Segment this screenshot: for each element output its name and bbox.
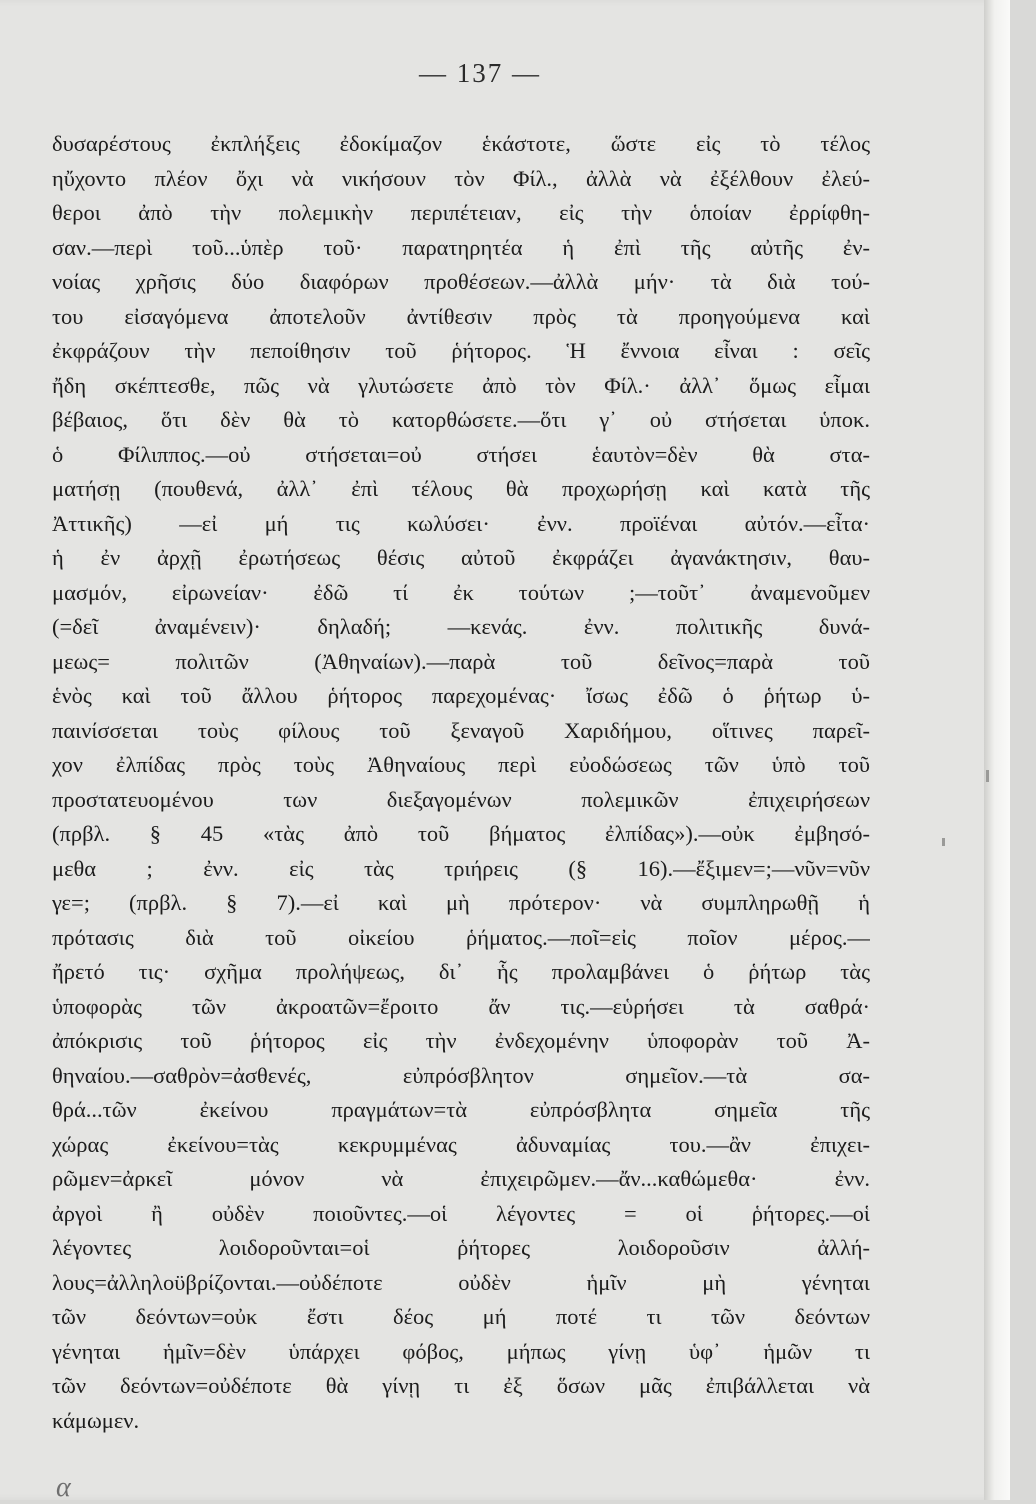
text-line: γε=; (πρβλ. § 7).—εἰ καὶ μὴ πρότερον· νὰ συμπληρωθῇ ἡ (52, 890, 870, 915)
text-line: μεως= πολιτῶν (Ἀθηναίων).—παρὰ τοῦ δεῖνος=παρὰ τοῦ (52, 648, 870, 674)
text-line: μασμόν, εἰρωνείαν· ἐδῶ τί ἐκ τούτων ;—τοῦτ᾽ ἀναμενοῦμεν (52, 579, 870, 605)
text-line: τῶν δεόντων=οὐδέποτε θὰ γίνῃ τι ἐξ ὅσων μᾶς ἐπιβάλλεται νὰ (52, 1373, 870, 1398)
text-line: σαν.—περὶ τοῦ...ὑπὲρ τοῦ· παρατηρητέα ἡ ἐπὶ τῆς αὐτῆς ἐν- (52, 234, 870, 260)
text-line: λους=ἀλληλοϋβρίζονται.—οὐδέποτε οὐδὲν ἡμῖν μὴ γένηται (52, 1269, 870, 1295)
text-line: θηναίου.—σαθρὸν=ἀσθενές, εὐπρόσβλητον σημεῖον.—τὰ σα- (52, 1062, 870, 1088)
text-line: λέγοντες λοιδοροῦνται=οἱ ῥήτορες λοιδοροῦσιν ἀλλή- (52, 1235, 870, 1260)
text-line: τῶν δεόντων=οὐκ ἔστι δέος μή ποτέ τι τῶν δεόντων (52, 1304, 870, 1329)
text-line: νοίας χρῆσις δύο διαφόρων προθέσεων.—ἀλλὰ μήν· τὰ διὰ τού- (52, 269, 870, 294)
text-line: ρῶμεν=ἀρκεῖ μόνον νὰ ἐπιχειρῶμεν.—ἄν...καθώμεθα· ἐνν. (52, 1166, 870, 1191)
paper-speck (942, 838, 945, 846)
text-line: ἀργοὶ ἢ οὐδὲν ποιοῦντες.—οἱ λέγοντες = οἱ ῥήτορες.—οἱ (52, 1200, 870, 1226)
text-line: θρά...τῶν ἐκείνου πραγμάτων=τὰ εὐπρόσβλητα σημεῖα τῆς (52, 1097, 870, 1122)
text-line: θεροι ἀπὸ τὴν πολεμικὴν περιπέτειαν, εἰς τὴν ὁποίαν ἐρρίφθη- (52, 200, 870, 225)
text-line: ἀπόκρισις τοῦ ῥήτορος εἰς τὴν ἐνδεχομένην ὑποφορὰν τοῦ Ἀ- (52, 1028, 870, 1053)
text-line: πρότασις διὰ τοῦ οἰκείου ῥήματος.—ποῖ=εἰς ποῖον μέρος.— (52, 924, 870, 950)
page-edge-shadow (984, 0, 1010, 1500)
text-line: ἑνὸς καὶ τοῦ ἄλλου ῥήτορος παρεχομένας· ἴσως ἐδῶ ὁ ῥήτωρ ὑ- (52, 683, 870, 708)
text-line: ἤρετό τις· σχῆμα προλήψεως, δι᾽ ἧς προλαμβάνει ὁ ῥήτωρ τὰς (52, 959, 870, 984)
paper-speck (986, 770, 989, 782)
text-line: βέβαιος, ὅτι δὲν θὰ τὸ κατορθώσετε.—ὅτι γ᾽ οὐ στήσεται ὑποκ. (52, 407, 870, 432)
text-line: του εἰσαγόμενα ἀποτελοῦν ἀντίθεσιν πρὸς τὰ προηγούμενα καὶ (52, 303, 870, 329)
corner-pencil-mark: α (56, 1472, 71, 1503)
text-line: μεθα ; ἐνν. εἰς τὰς τριήρεις (§ 16).—ἔξιμεν=;—νῦν=νῦν (52, 855, 870, 881)
text-line: παινίσσεται τοὺς φίλους τοῦ ξεναγοῦ Χαριδήμου, οἵτινες παρεῖ- (52, 717, 870, 743)
text-line: (πρβλ. § 45 «τὰς ἀπὸ τοῦ βήματος ἐλπίδας»).—οὐκ ἐμβησό- (52, 821, 870, 846)
text-line-final: κάμωμεν. (52, 1407, 140, 1433)
text-line: δυσαρέστους ἐκπλήξεις ἐδοκίμαζον ἑκάστοτε, ὥστε εἰς τὸ τέλος (52, 131, 870, 156)
text-line: ὑποφορὰς τῶν ἀκροατῶν=ἔροιτο ἄν τις.—εὑρήσει τὰ σαθρά· (52, 993, 870, 1019)
text-line: ὁ Φίλιππος.—οὐ στήσεται=οὐ στήσει ἑαυτὸν=δὲν θὰ στα- (52, 441, 870, 467)
text-line: (=δεῖ ἀναμένειν)· δηλαδή; —κενάς. ἐνν. πολιτικῆς δυνά- (52, 614, 870, 639)
text-line: ἐκφράζουν τὴν πεποίθησιν τοῦ ῥήτορος. Ἡ ἔννοια εἶναι : σεῖς (52, 338, 870, 363)
text-line: ηὔχοντο πλέον ὄχι νὰ νικήσουν τὸν Φίλ., ἀλλὰ νὰ ἐξέλθουν ἐλεύ- (52, 165, 870, 191)
text-line: προστατευομένου των διεξαγομένων πολεμικῶν ἐπιχειρήσεων (52, 786, 870, 812)
page-number: — 137 — (419, 58, 541, 88)
commentary-text (52, 127, 870, 1438)
text-line: γένηται ἡμῖν=δὲν ὑπάρχει φόβος, μήπως γίνῃ ὑφ᾽ ἡμῶν τι (52, 1338, 870, 1364)
text-line: χον ἐλπίδας πρὸς τοὺς Ἀθηναίους περὶ εὐοδώσεως τῶν ὑπὸ τοῦ (52, 752, 870, 777)
text-line: Ἀττικῆς) —εἰ μή τις κωλύσει· ἐνν. προϊέναι αὐτόν.—εἶτα· (52, 510, 870, 536)
text-line: ἤδη σκέπτεσθε, πῶς νὰ γλυτώσετε ἀπὸ τὸν Φίλ.· ἀλλ᾽ ὅμως εἶμαι (52, 372, 870, 398)
text-line: χώρας ἐκείνου=τὰς κεκρυμμένας ἀδυναμίας του.—ἂν ἐπιχει- (52, 1131, 870, 1157)
text-line: ματήσῃ (πουθενά, ἀλλ᾽ ἐπὶ τέλους θὰ προχωρήσῃ καὶ κατὰ τῆς (52, 476, 870, 501)
text-line: ἡ ἐν ἀρχῇ ἐρωτήσεως θέσις αὐτοῦ ἐκφράζει ἀγανάκτησιν, θαυ- (52, 545, 870, 570)
